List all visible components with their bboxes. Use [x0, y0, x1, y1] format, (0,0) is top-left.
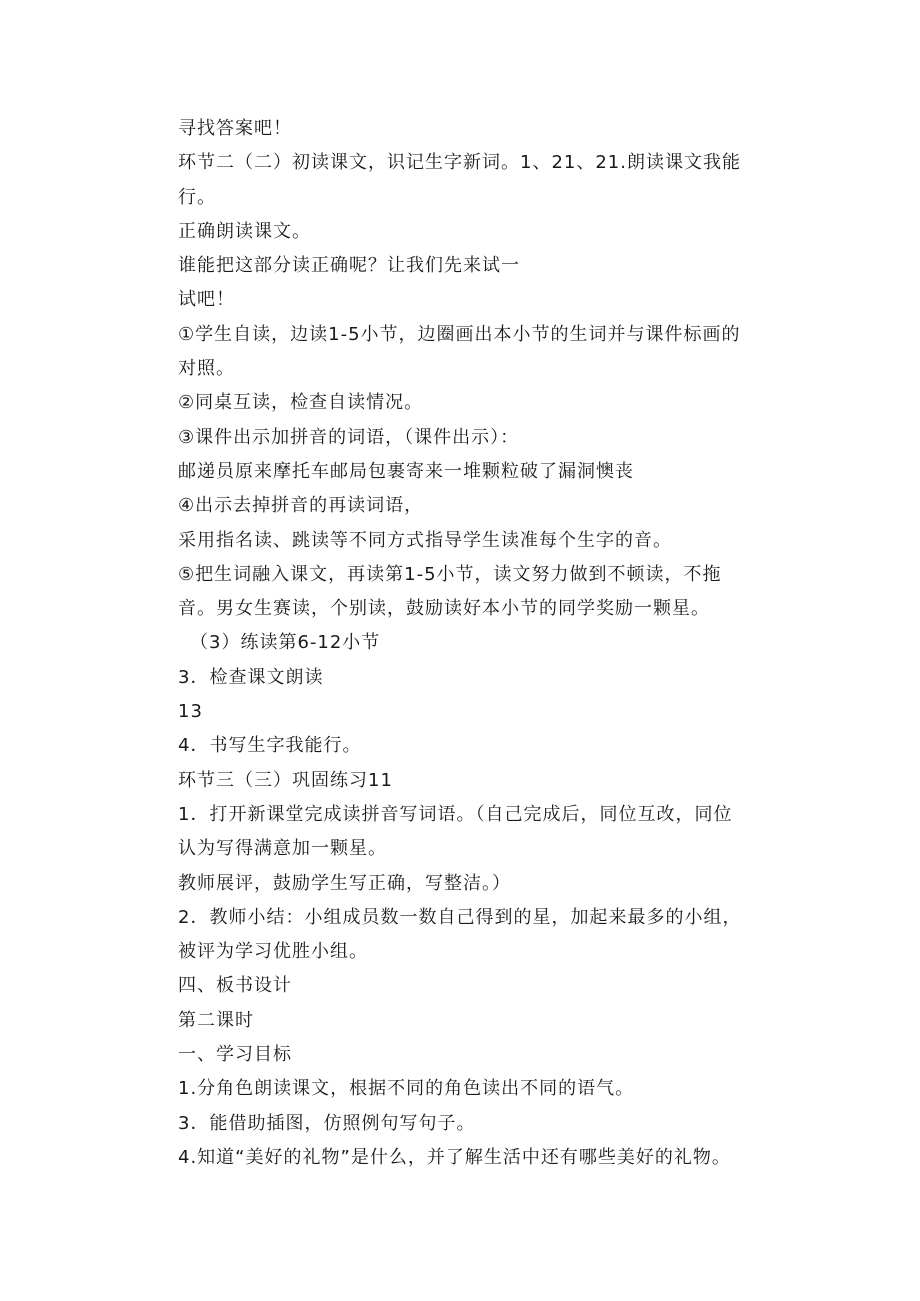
- text-line: 正确朗读课文。: [178, 220, 311, 242]
- text-line: ④出示去掉拼音的再读词语，: [178, 495, 424, 517]
- text-line: ⑤把生词融入课文，再读第1-5小节，读文努力做到不顿读，不拖: [178, 563, 722, 585]
- text-line: ③课件出示加拼音的词语，（课件出示）：: [178, 426, 520, 448]
- text-line: 试吧！: [178, 289, 235, 311]
- text-line: 教师展评，鼓励学生写正确，写整洁。）: [178, 872, 511, 894]
- text-line: 谁能把这部分读正确呢？让我们先来试一: [178, 255, 520, 277]
- text-line: 4.知道“美好的礼物”是什么，并了解生活中还有哪些美好的礼物。: [178, 1146, 731, 1168]
- text-line: 采用指名读、跳读等不同方式指导学生读准每个生字的音。: [178, 529, 672, 551]
- text-line: ①学生自读，边读1-5小节，边圈画出本小节的生词并与课件标画的: [178, 323, 741, 345]
- text-line: 1.分角色朗读课文，根据不同的角色读出不同的语气。: [178, 1078, 635, 1100]
- text-line: 13: [178, 701, 203, 723]
- text-line: 3．能借助插图，仿照例句写句子。: [178, 1112, 476, 1134]
- text-line: 邮递员原来摩托车邮局包裹寄来一堆颗粒破了漏洞懊丧: [178, 460, 634, 482]
- text-line: ②同桌互读，检查自读情况。: [178, 392, 424, 414]
- section-heading: 四、板书设计: [178, 975, 292, 997]
- text-line: 环节二（二）初读课文，识记生字新词。1、21、21.朗读课文我能: [178, 152, 741, 174]
- section-heading: 一、学习目标: [178, 1044, 292, 1066]
- text-line: 被评为学习优胜小组。: [178, 941, 368, 963]
- text-line: 环节三（三）巩固练习11: [178, 769, 393, 791]
- text-line: 3．检查课文朗读: [178, 666, 324, 688]
- text-line: 对照。: [178, 358, 235, 380]
- text-line: 寻找答案吧！: [178, 118, 292, 139]
- text-line: 4．书写生字我能行。: [178, 735, 362, 757]
- text-line: 认为写得满意加一颗星。: [178, 838, 387, 860]
- section-heading: 第二课时: [178, 1009, 254, 1031]
- document-body: [178, 112, 798, 1175]
- text-line: 2．教师小结：小组成员数一数自己得到的星，加起来最多的小组，: [178, 906, 742, 928]
- text-line: 行。: [178, 186, 216, 208]
- text-line: （3）练读第6-12小节: [190, 632, 381, 654]
- text-line: 音。男女生赛读，个别读，鼓励读好本小节的同学奖励一颗星。: [178, 598, 710, 620]
- text-line: 1．打开新课堂完成读拼音写词语。（自己完成后，同位互改，同位: [178, 803, 733, 825]
